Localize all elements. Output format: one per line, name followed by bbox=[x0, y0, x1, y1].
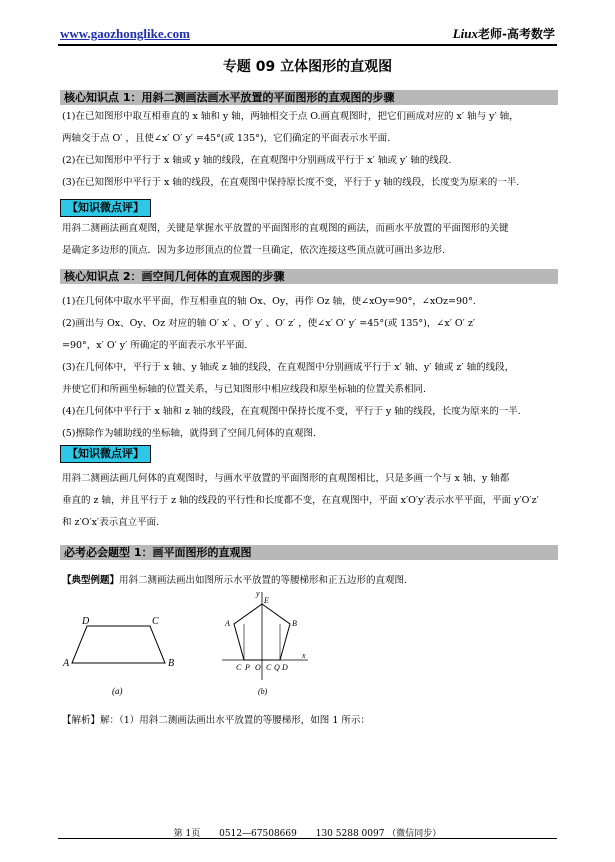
knowledge-tag-1: 【知识微点评】 bbox=[60, 199, 151, 217]
vertex-label: B bbox=[168, 658, 175, 669]
figure-caption: (a) bbox=[112, 686, 123, 696]
paragraph-line: 两轴交于点 O′ ，且使∠x′ O′ y′ =45°(或 135°)，它们确定的平面表示水平面. bbox=[62, 133, 391, 144]
paragraph-line: (2)在已知图形中平行于 x 轴或 y 轴的线段，在直观图中分别画成平行于 x′ 轴或 y′ 轴的线段. bbox=[62, 155, 452, 166]
question-type-heading: 必考必会题型 1：画平面图形的直观图 bbox=[60, 545, 558, 560]
axis-label: y bbox=[256, 589, 260, 598]
vertex-label: E bbox=[264, 596, 269, 605]
header-author bbox=[453, 25, 555, 42]
paragraph-line: =90°，x′ O′ y′ 所确定的平面表示水平平面. bbox=[62, 340, 248, 351]
footer-divider bbox=[58, 838, 557, 839]
phone-number: 0512—67508669 bbox=[219, 829, 297, 839]
page-number: 第 1页 bbox=[173, 829, 201, 839]
point-label: P bbox=[245, 663, 250, 672]
example-prompt bbox=[62, 572, 407, 586]
figure-b bbox=[220, 588, 310, 700]
vertex-label: A bbox=[225, 619, 230, 628]
point-label: Q bbox=[274, 663, 280, 672]
figure-a bbox=[60, 608, 195, 700]
note-line: 垂直的 z 轴，并且平行于 z 轴的线段的平行性和长度都不变，在直观图中，平面 x′O′y′表示水平平面，平面 y′O′z′ bbox=[62, 495, 539, 506]
note-line: 是确定多边形的顶点．因为多边形顶点的位置一旦确定，依次连接这些顶点就可画出多边形. bbox=[62, 245, 446, 256]
note-line: 用斜二测画法画直观图，关键是掌握水平放置的平面图形的直观图的画法，而画水平放置的平面图形的关键 bbox=[62, 223, 509, 234]
note-line: 和 z′O′x′表示直立平面. bbox=[62, 517, 160, 528]
mobile-number: 130 5288 0097 （微信同步） bbox=[315, 829, 442, 839]
point-label: D bbox=[282, 663, 288, 672]
note-line: 用斜二测画法画几何体的直观图时，与画水平放置的平面图形的直观图相比，只是多画一个与 x 轴、y 轴都 bbox=[62, 473, 510, 484]
vertex-label: C bbox=[152, 616, 159, 627]
paragraph-line: (5)擦除作为辅助线的坐标轴，就得到了空间几何体的直观图. bbox=[62, 428, 316, 439]
point-label: C bbox=[236, 663, 242, 672]
axis-label: x bbox=[302, 651, 306, 660]
section-heading-2: 核心知识点 2：画空间几何体的直观图的步骤 bbox=[60, 269, 558, 284]
site-link[interactable]: www.gaozhonglike.com bbox=[60, 26, 190, 41]
header-divider bbox=[58, 44, 557, 46]
knowledge-tag-2: 【知识微点评】 bbox=[60, 445, 151, 463]
vertex-label: D bbox=[82, 616, 90, 627]
paragraph-line: (2)画出与 Ox、Oy、Oz 对应的轴 O′ x′ 、O′ y′ 、O′ z′ ，使∠x′ O′ y′ =45°(或 135°)，∠x′ O′ z′ bbox=[62, 318, 476, 329]
teacher-label: 老师-高考数学 bbox=[478, 27, 555, 41]
paragraph-line: 并使它们和所画坐标轴的位置关系，与已知图形中相应线段和原坐标轴的位置关系相同. bbox=[62, 384, 427, 395]
section-heading-1: 核心知识点 1：用斜二测画法画水平放置的平面图形的直观图的步骤 bbox=[60, 90, 558, 105]
paragraph-line: (1)在已知图形中取互相垂直的 x 轴和 y 轴，两轴相交于点 O.画直观图时，把它们画成对应的 x′ 轴与 y′ 轴， bbox=[62, 111, 519, 122]
origin-label: O bbox=[255, 663, 261, 672]
vertex-label: A bbox=[63, 658, 70, 669]
figure-caption: (b) bbox=[258, 687, 268, 696]
point-label: C bbox=[266, 663, 272, 672]
trapezoid-shape bbox=[72, 626, 165, 663]
paragraph-line: (4)在几何体中平行于 x 轴和 z 轴的线段，在直观图中保持长度不变，平行于 y 轴的线段，长度为原来的一半. bbox=[62, 406, 521, 417]
brand-name: Liux bbox=[452, 26, 479, 41]
paragraph-line: (1)在几何体中取水平平面，作互相垂直的轴 Ox、Oy，再作 Oz 轴，使∠xOy=90°，∠xOz=90°. bbox=[62, 296, 476, 307]
example-text: 用斜二测画法画出如图所示水平放置的等腰梯形和正五边形的直观图. bbox=[119, 575, 408, 586]
paragraph-line: (3)在几何体中，平行于 x 轴、y 轴或 z 轴的线段，在直观图中分别画成平行于 x′ 轴、y′ 轴或 z′ 轴的线段， bbox=[62, 362, 515, 373]
page-title: 专题 09 立体图形的直观图 bbox=[222, 59, 393, 75]
vertex-label: B bbox=[292, 619, 297, 628]
example-tag: 【典型例题】 bbox=[62, 575, 120, 586]
analysis-text: 【解析】解：（1）用斜二测画法画出水平放置的等腰梯形，如图 1 所示： bbox=[62, 715, 370, 726]
paragraph-line: (3)在已知图形中平行于 x 轴的线段，在直观图中保持原长度不变，平行于 y 轴的线段，长度变为原来的一半. bbox=[62, 177, 520, 188]
